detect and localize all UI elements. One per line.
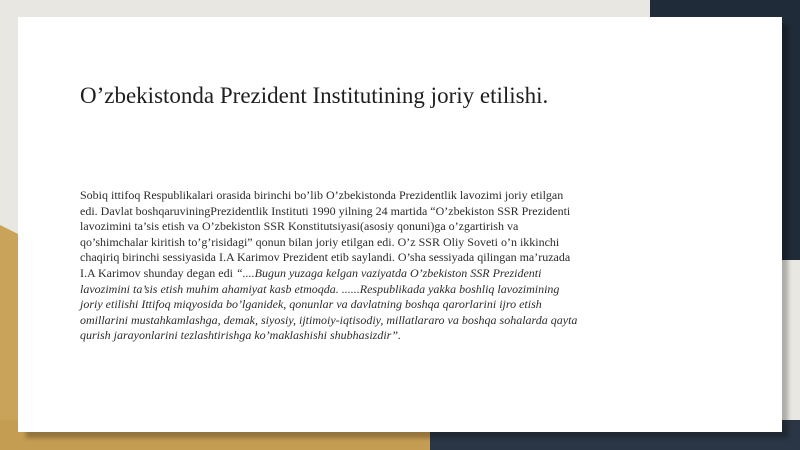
- slide-body: [80, 188, 583, 344]
- body-text-normal: Sobiq ittifoq Respublikalari orasida birinchi bo’lib O’zbekistonda Prezidentlik lavozimi joriy etilgan edi. Davlat boshqaruviningPrezidentlik Instituti 1990 yilning 24 martida “O’zbekiston SSR Prezidenti lavozimini ta’sis etish va O’zbekiston SSR Konstitutsiyasi(asosiy qonuni)ga o’zgartirish va qo’shimchalar kiritish to’g’risidagi” qonun bilan joriy etilgan edi. O’z SSR Oliy Soveti o’n ikkinchi chaqiriq birinchi sessiyasida I.A Karimov Prezident etib saylandi. O’sha sessiyada qilingan ma’ruzada I.A Karimov shunday degan edi: [80, 188, 571, 280]
- body-text-quote: “....Bugun yuzaga kelgan vaziyatda O’zbekiston SSR Prezidenti lavozimini ta’sis etish muhim ahamiyat kasb etmoqda. ......Respublikada yakka boshliq lavozimining joriy etilishi Ittifoq miqyosida bo’lganidek, qonunlar va davlatning boshqa qarorlarini ijro etish omillarini mustahkamlashga, demak, siyosiy, ijtimoiy-iqtisodiy, millatlararo va boshqa sohalarda qayta qurish jarayonlarini tezlashtirishga ko’maklashishi shubhasizdir”.: [80, 265, 578, 343]
- slide-card: [18, 17, 782, 432]
- slide-title: O’zbekistonda Prezident Institutining joriy etilishi.: [80, 83, 549, 108]
